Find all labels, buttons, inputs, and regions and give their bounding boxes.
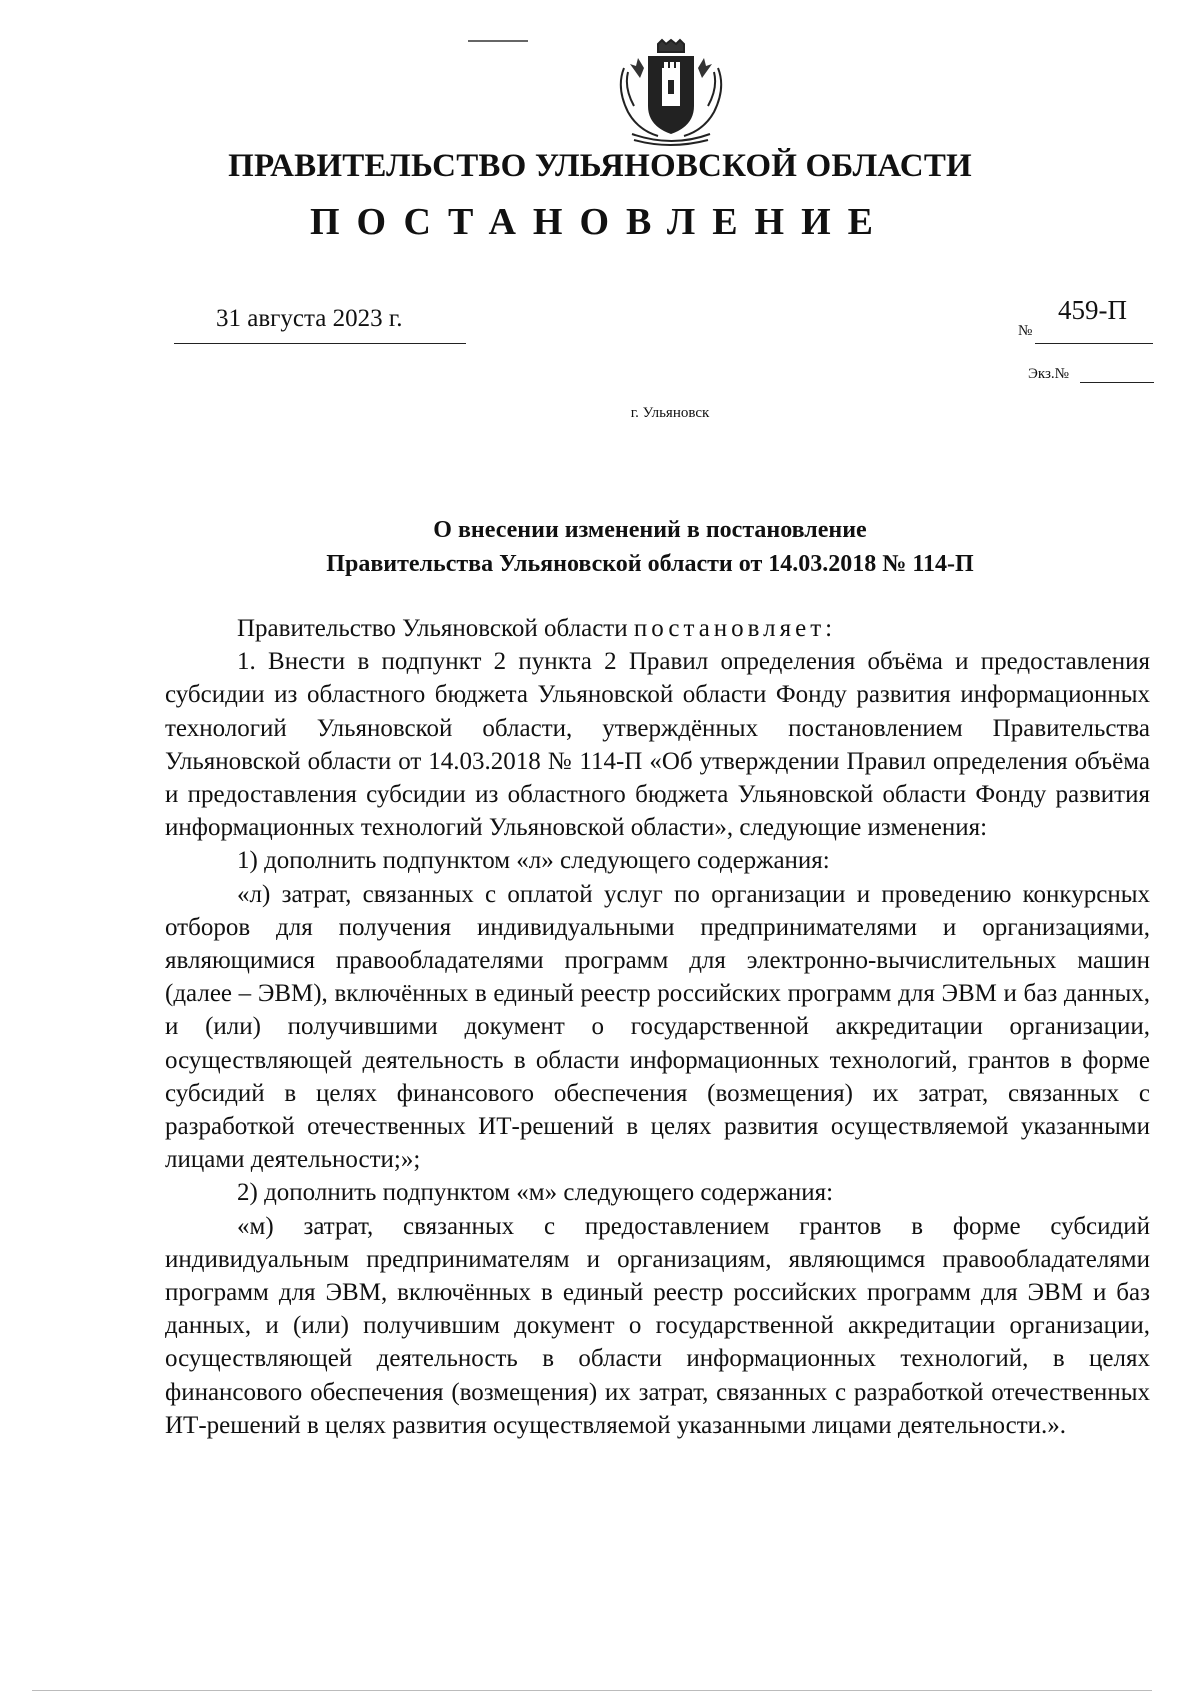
subitem-1-text: «л) затрат, связанных с оплатой услуг по организации и проведению конкурсных отборов для получения индивидуальными предпринимателями и организациями, являющимися правообладателями программ для электронно-вычислительных машин (далее – ЭВМ), включённых в единый реестр российских программ для ЭВМ и баз данных, и (или) получившими документ о государственной аккредитации организации, осуществляющей деятельность в области информационных технологий, грантов в форме субсидий в целях финансового обеспечения (возмещения) их затрат, связанных с разработкой отечественных ИТ-решений в целях развития осуществляемой указанными лицами деятельности;»; [165, 880, 1150, 1174]
decree-number: 459-П [1058, 295, 1127, 325]
intro-decree-word: постановляет: [633, 615, 837, 642]
number-underline [1035, 343, 1153, 344]
decree-date: 31 августа 2023 г. [216, 305, 403, 332]
copy-number-underline [1080, 382, 1154, 383]
scan-artifact [32, 1690, 1152, 1691]
copy-number-label: Экз.№ [1028, 366, 1069, 382]
subitem-1-paragraph: 1) дополнить подпунктом «л» следующего содержания: [237, 847, 830, 875]
government-title: ПРАВИТЕЛЬСТВО УЛЬЯНОВСКОЙ ОБЛАСТИ [228, 148, 972, 184]
document-kind: ПОСТАНОВЛЕНИЕ [309, 201, 891, 243]
scan-artifact [468, 40, 528, 42]
number-label: № [1018, 323, 1033, 339]
heading-line-1: О внесении изменений в постановление [433, 517, 867, 543]
intro-paragraph [165, 612, 1150, 645]
date-underline [174, 343, 466, 344]
subitem-2-paragraph: 2) дополнить подпунктом «м» следующего содержания: [237, 1179, 834, 1207]
document-heading [150, 513, 1150, 581]
intro-lead: Правительство Ульяновской области [237, 615, 634, 642]
item-1-paragraph: 1. Внести в подпункт 2 пункта 2 Правил определения объёма и предоставления субсидии из областного бюджета Ульяновской области Фонду развития информационных технологий Ульяновской области, утверждённых постановлением Правительства Ульяновской области от 14.03.2018 № 114-П «Об утверждении Правил определения объёма и предоставления субсидии из областного бюджета Ульяновской области Фонду развития информационных технологий Ульяновской области», следующие изменения: [165, 648, 1150, 842]
document-body [165, 612, 1150, 1442]
subitem-2-text: «м) затрат, связанных с предоставлением грантов в форме субсидий индивидуальным предпринимателям и организациям, являющимся правообладателями программ для ЭВМ, включённых в единый реестр российских программ для ЭВМ и баз данных, и (или) получившим документ о государственной аккредитации организации, осуществляющей деятельность в области информационных технологий, в целях финансового обеспечения (возмещения) их затрат, связанных с разработкой отечественных ИТ-решений в целях развития осуществляемой указанными лицами деятельности.». [165, 1212, 1150, 1439]
ulyanovsk-coat-of-arms-icon [612, 38, 730, 150]
city: г. Ульяновск [630, 405, 710, 421]
heading-line-2: Правительства Ульяновской области от 14.03.2018 № 114-П [326, 551, 974, 577]
